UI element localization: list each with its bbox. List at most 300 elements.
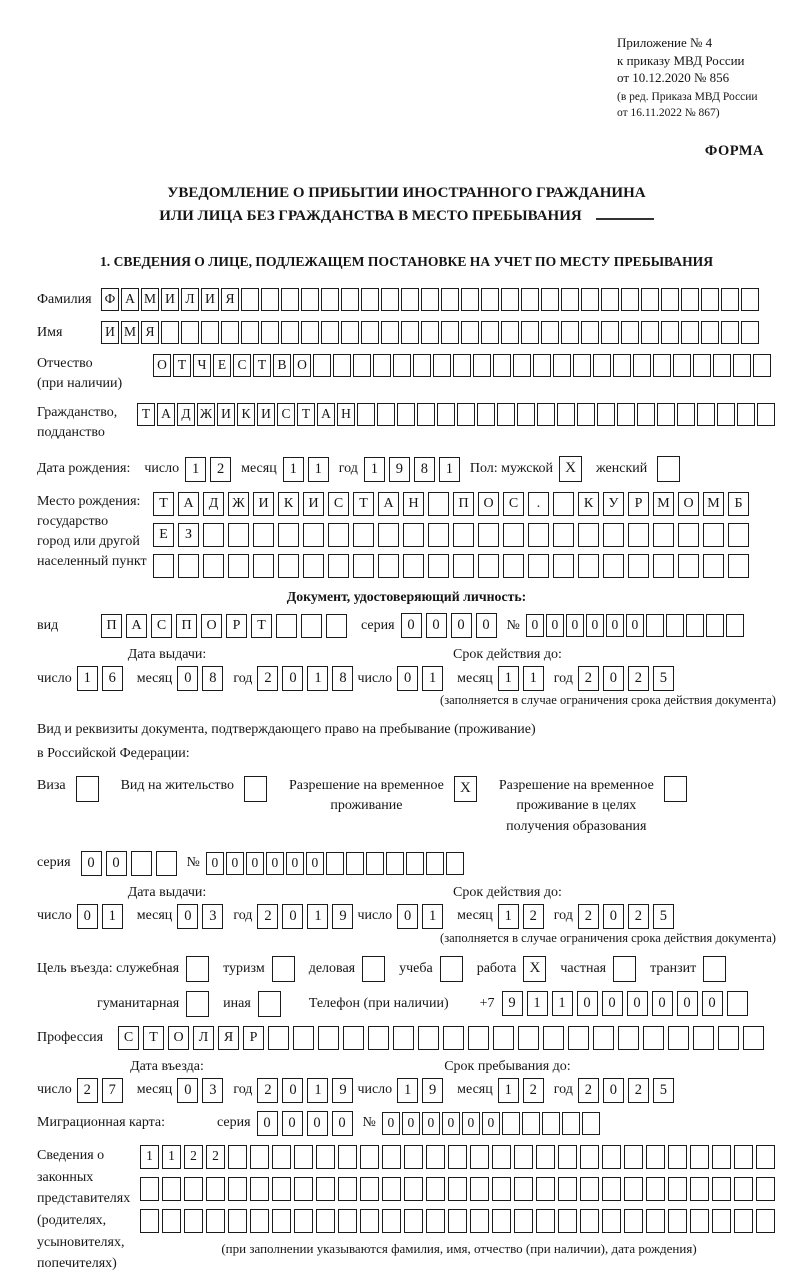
char-cell[interactable] (582, 1112, 600, 1135)
char-cell[interactable]: 2 (523, 1078, 544, 1103)
char-cell[interactable] (613, 354, 631, 377)
char-cell[interactable]: И (161, 288, 179, 311)
char-cell[interactable]: 0 (606, 614, 624, 637)
char-cell[interactable]: А (378, 492, 399, 516)
char-cell[interactable] (153, 554, 174, 578)
char-cell[interactable] (206, 1177, 225, 1201)
char-cell[interactable]: 9 (422, 1078, 443, 1103)
char-cell[interactable]: 8 (414, 457, 435, 482)
char-cell[interactable]: 0 (626, 614, 644, 637)
char-cell[interactable] (553, 354, 571, 377)
char-cell[interactable] (360, 1177, 379, 1201)
char-cell[interactable]: Т (173, 354, 191, 377)
char-cell[interactable] (753, 354, 771, 377)
char-cell[interactable] (203, 554, 224, 578)
char-cell[interactable] (637, 403, 655, 426)
char-cell[interactable] (294, 1209, 313, 1233)
char-cell[interactable] (201, 321, 219, 344)
char-cell[interactable]: 0 (286, 852, 304, 875)
char-cell[interactable]: 0 (402, 1112, 420, 1135)
char-cell[interactable] (678, 523, 699, 547)
char-cell[interactable] (418, 1026, 439, 1050)
checkbox-cell[interactable] (703, 956, 726, 982)
char-cell[interactable] (503, 554, 524, 578)
char-cell[interactable]: 7 (102, 1078, 123, 1103)
char-cell[interactable]: 2 (628, 904, 649, 929)
char-cell[interactable] (360, 1209, 379, 1233)
char-cell[interactable] (250, 1177, 269, 1201)
char-cell[interactable] (657, 403, 675, 426)
char-cell[interactable]: 1 (307, 1078, 328, 1103)
char-cell[interactable] (621, 288, 639, 311)
char-cell[interactable] (478, 554, 499, 578)
char-cell[interactable] (492, 1209, 511, 1233)
char-cell[interactable] (697, 403, 715, 426)
char-cell[interactable] (581, 321, 599, 344)
char-cell[interactable] (457, 403, 475, 426)
char-cell[interactable] (497, 403, 515, 426)
char-cell[interactable] (303, 523, 324, 547)
char-cell[interactable] (528, 554, 549, 578)
char-cell[interactable] (703, 523, 724, 547)
char-cell[interactable]: 0 (526, 614, 544, 637)
char-cell[interactable] (597, 403, 615, 426)
char-cell[interactable] (313, 354, 331, 377)
char-cell[interactable] (617, 403, 635, 426)
char-cell[interactable]: С (328, 492, 349, 516)
char-cell[interactable]: О (168, 1026, 189, 1050)
char-cell[interactable] (321, 288, 339, 311)
char-cell[interactable] (678, 554, 699, 578)
char-cell[interactable] (338, 1145, 357, 1169)
char-cell[interactable]: 0 (246, 852, 264, 875)
char-cell[interactable] (734, 1145, 753, 1169)
checkbox-cell[interactable] (362, 956, 385, 982)
char-cell[interactable]: 2 (628, 1078, 649, 1103)
char-cell[interactable] (481, 321, 499, 344)
char-cell[interactable] (743, 1026, 764, 1050)
char-cell[interactable] (536, 1209, 555, 1233)
char-cell[interactable]: 0 (307, 1111, 328, 1136)
char-cell[interactable] (542, 1112, 560, 1135)
char-cell[interactable] (726, 614, 744, 637)
char-cell[interactable]: С (277, 403, 295, 426)
char-cell[interactable] (272, 1145, 291, 1169)
char-cell[interactable]: О (478, 492, 499, 516)
char-cell[interactable] (333, 354, 351, 377)
char-cell[interactable] (378, 523, 399, 547)
char-cell[interactable]: 1 (439, 457, 460, 482)
char-cell[interactable]: 1 (307, 904, 328, 929)
char-cell[interactable] (641, 321, 659, 344)
char-cell[interactable] (577, 403, 595, 426)
char-cell[interactable] (228, 1209, 247, 1233)
char-cell[interactable] (361, 321, 379, 344)
char-cell[interactable] (561, 288, 579, 311)
char-cell[interactable]: Т (137, 403, 155, 426)
char-cell[interactable]: М (121, 321, 139, 344)
char-cell[interactable] (404, 1145, 423, 1169)
char-cell[interactable] (580, 1145, 599, 1169)
char-cell[interactable]: Ф (101, 288, 119, 311)
char-cell[interactable] (281, 321, 299, 344)
char-cell[interactable] (643, 1026, 664, 1050)
checkbox-cell[interactable] (657, 456, 680, 482)
char-cell[interactable] (734, 1177, 753, 1201)
char-cell[interactable] (140, 1209, 159, 1233)
char-cell[interactable] (646, 1209, 665, 1233)
char-cell[interactable] (378, 554, 399, 578)
char-cell[interactable] (272, 1177, 291, 1201)
char-cell[interactable] (603, 554, 624, 578)
char-cell[interactable] (353, 354, 371, 377)
char-cell[interactable] (661, 288, 679, 311)
char-cell[interactable] (646, 614, 664, 637)
char-cell[interactable]: А (157, 403, 175, 426)
char-cell[interactable]: 2 (210, 457, 231, 482)
char-cell[interactable] (437, 403, 455, 426)
char-cell[interactable]: Л (181, 288, 199, 311)
char-cell[interactable]: 0 (603, 1078, 624, 1103)
char-cell[interactable]: Н (337, 403, 355, 426)
char-cell[interactable]: Т (143, 1026, 164, 1050)
char-cell[interactable]: И (201, 288, 219, 311)
char-cell[interactable] (756, 1145, 775, 1169)
char-cell[interactable] (733, 354, 751, 377)
checkbox-cell[interactable] (186, 991, 209, 1017)
char-cell[interactable]: 0 (397, 666, 418, 691)
char-cell[interactable] (318, 1026, 339, 1050)
char-cell[interactable] (448, 1145, 467, 1169)
char-cell[interactable]: И (257, 403, 275, 426)
char-cell[interactable] (492, 1145, 511, 1169)
char-cell[interactable]: Е (153, 523, 174, 547)
char-cell[interactable]: Т (251, 614, 272, 638)
char-cell[interactable]: Я (218, 1026, 239, 1050)
char-cell[interactable] (573, 354, 591, 377)
char-cell[interactable]: 0 (586, 614, 604, 637)
char-cell[interactable] (278, 554, 299, 578)
char-cell[interactable] (303, 554, 324, 578)
char-cell[interactable]: П (453, 492, 474, 516)
char-cell[interactable]: 0 (451, 613, 472, 638)
checkbox-cell[interactable] (76, 776, 99, 802)
char-cell[interactable] (501, 321, 519, 344)
char-cell[interactable] (228, 523, 249, 547)
char-cell[interactable] (701, 321, 719, 344)
char-cell[interactable] (681, 321, 699, 344)
char-cell[interactable]: 3 (202, 1078, 223, 1103)
checkbox-cell[interactable] (258, 991, 281, 1017)
char-cell[interactable] (553, 523, 574, 547)
char-cell[interactable] (580, 1177, 599, 1201)
char-cell[interactable]: 0 (306, 852, 324, 875)
char-cell[interactable] (181, 321, 199, 344)
char-cell[interactable]: И (101, 321, 119, 344)
char-cell[interactable] (502, 1112, 520, 1135)
char-cell[interactable] (316, 1177, 335, 1201)
char-cell[interactable] (641, 288, 659, 311)
char-cell[interactable]: 0 (177, 666, 198, 691)
char-cell[interactable] (661, 321, 679, 344)
char-cell[interactable] (338, 1177, 357, 1201)
char-cell[interactable] (517, 403, 535, 426)
char-cell[interactable] (717, 403, 735, 426)
char-cell[interactable]: К (237, 403, 255, 426)
char-cell[interactable]: И (253, 492, 274, 516)
char-cell[interactable] (461, 288, 479, 311)
char-cell[interactable]: 2 (578, 904, 599, 929)
char-cell[interactable]: 0 (603, 666, 624, 691)
char-cell[interactable]: 0 (652, 991, 673, 1016)
char-cell[interactable]: 0 (206, 852, 224, 875)
char-cell[interactable]: 1 (162, 1145, 181, 1169)
char-cell[interactable]: 0 (602, 991, 623, 1016)
char-cell[interactable]: 0 (422, 1112, 440, 1135)
char-cell[interactable] (558, 1209, 577, 1233)
char-cell[interactable]: Ж (228, 492, 249, 516)
char-cell[interactable] (401, 288, 419, 311)
char-cell[interactable] (481, 288, 499, 311)
char-cell[interactable]: 1 (185, 457, 206, 482)
char-cell[interactable] (493, 354, 511, 377)
char-cell[interactable] (461, 321, 479, 344)
char-cell[interactable] (366, 852, 384, 875)
char-cell[interactable]: 0 (282, 666, 303, 691)
char-cell[interactable] (361, 288, 379, 311)
char-cell[interactable] (601, 321, 619, 344)
char-cell[interactable] (184, 1177, 203, 1201)
char-cell[interactable]: А (121, 288, 139, 311)
char-cell[interactable] (728, 554, 749, 578)
char-cell[interactable] (253, 523, 274, 547)
char-cell[interactable]: 0 (257, 1111, 278, 1136)
char-cell[interactable] (417, 403, 435, 426)
char-cell[interactable] (543, 1026, 564, 1050)
char-cell[interactable] (477, 403, 495, 426)
char-cell[interactable] (533, 354, 551, 377)
char-cell[interactable] (568, 1026, 589, 1050)
char-cell[interactable] (428, 492, 449, 516)
char-cell[interactable] (718, 1026, 739, 1050)
char-cell[interactable] (756, 1177, 775, 1201)
char-cell[interactable]: 1 (498, 904, 519, 929)
char-cell[interactable] (316, 1145, 335, 1169)
char-cell[interactable]: 5 (653, 666, 674, 691)
char-cell[interactable]: Е (213, 354, 231, 377)
char-cell[interactable] (562, 1112, 580, 1135)
char-cell[interactable] (338, 1209, 357, 1233)
char-cell[interactable] (353, 554, 374, 578)
char-cell[interactable] (706, 614, 724, 637)
char-cell[interactable] (382, 1177, 401, 1201)
char-cell[interactable] (470, 1209, 489, 1233)
char-cell[interactable] (326, 852, 344, 875)
char-cell[interactable]: Д (177, 403, 195, 426)
char-cell[interactable] (518, 1026, 539, 1050)
char-cell[interactable]: 1 (397, 1078, 418, 1103)
char-cell[interactable]: 1 (140, 1145, 159, 1169)
char-cell[interactable]: Т (297, 403, 315, 426)
char-cell[interactable]: 1 (77, 666, 98, 691)
char-cell[interactable] (162, 1177, 181, 1201)
char-cell[interactable]: И (303, 492, 324, 516)
char-cell[interactable] (184, 1209, 203, 1233)
char-cell[interactable] (553, 554, 574, 578)
char-cell[interactable] (633, 354, 651, 377)
char-cell[interactable]: Ч (193, 354, 211, 377)
char-cell[interactable] (690, 1145, 709, 1169)
char-cell[interactable] (441, 288, 459, 311)
char-cell[interactable] (206, 1209, 225, 1233)
char-cell[interactable] (426, 1177, 445, 1201)
char-cell[interactable]: 2 (206, 1145, 225, 1169)
char-cell[interactable]: 0 (282, 904, 303, 929)
char-cell[interactable]: 0 (476, 613, 497, 638)
char-cell[interactable] (241, 321, 259, 344)
char-cell[interactable]: 0 (226, 852, 244, 875)
checkbox-cell[interactable]: X (454, 776, 477, 802)
char-cell[interactable] (346, 852, 364, 875)
checkbox-cell[interactable] (664, 776, 687, 802)
char-cell[interactable]: 0 (282, 1111, 303, 1136)
char-cell[interactable]: Р (243, 1026, 264, 1050)
char-cell[interactable]: 0 (603, 904, 624, 929)
checkbox-cell[interactable] (272, 956, 295, 982)
char-cell[interactable] (628, 554, 649, 578)
char-cell[interactable] (681, 288, 699, 311)
char-cell[interactable] (228, 1145, 247, 1169)
char-cell[interactable] (293, 1026, 314, 1050)
char-cell[interactable] (528, 523, 549, 547)
char-cell[interactable] (373, 354, 391, 377)
char-cell[interactable] (403, 554, 424, 578)
char-cell[interactable] (514, 1209, 533, 1233)
char-cell[interactable] (203, 523, 224, 547)
char-cell[interactable] (156, 851, 177, 876)
char-cell[interactable] (341, 321, 359, 344)
char-cell[interactable]: 0 (462, 1112, 480, 1135)
char-cell[interactable] (403, 523, 424, 547)
char-cell[interactable]: 0 (566, 614, 584, 637)
char-cell[interactable]: 0 (177, 904, 198, 929)
char-cell[interactable] (441, 321, 459, 344)
char-cell[interactable]: 0 (401, 613, 422, 638)
char-cell[interactable]: 0 (77, 904, 98, 929)
char-cell[interactable]: 0 (426, 613, 447, 638)
char-cell[interactable] (521, 321, 539, 344)
char-cell[interactable] (178, 554, 199, 578)
char-cell[interactable]: К (578, 492, 599, 516)
char-cell[interactable] (536, 1145, 555, 1169)
char-cell[interactable]: Я (141, 321, 159, 344)
char-cell[interactable]: Т (353, 492, 374, 516)
char-cell[interactable] (693, 354, 711, 377)
char-cell[interactable] (272, 1209, 291, 1233)
char-cell[interactable] (757, 403, 775, 426)
char-cell[interactable] (281, 288, 299, 311)
char-cell[interactable]: Н (403, 492, 424, 516)
checkbox-cell[interactable] (186, 956, 209, 982)
char-cell[interactable] (756, 1209, 775, 1233)
char-cell[interactable] (404, 1177, 423, 1201)
char-cell[interactable]: 0 (677, 991, 698, 1016)
char-cell[interactable]: 8 (202, 666, 223, 691)
char-cell[interactable]: 9 (332, 1078, 353, 1103)
char-cell[interactable] (446, 852, 464, 875)
char-cell[interactable]: С (118, 1026, 139, 1050)
char-cell[interactable] (728, 523, 749, 547)
char-cell[interactable] (668, 1026, 689, 1050)
char-cell[interactable] (268, 1026, 289, 1050)
char-cell[interactable] (712, 1209, 731, 1233)
char-cell[interactable]: 0 (546, 614, 564, 637)
char-cell[interactable]: 0 (266, 852, 284, 875)
char-cell[interactable] (393, 1026, 414, 1050)
char-cell[interactable] (536, 1177, 555, 1201)
char-cell[interactable] (558, 1177, 577, 1201)
char-cell[interactable] (426, 1145, 445, 1169)
char-cell[interactable]: 0 (482, 1112, 500, 1135)
char-cell[interactable]: 0 (397, 904, 418, 929)
char-cell[interactable] (321, 321, 339, 344)
char-cell[interactable]: 0 (332, 1111, 353, 1136)
char-cell[interactable] (250, 1145, 269, 1169)
char-cell[interactable]: А (126, 614, 147, 638)
char-cell[interactable] (393, 354, 411, 377)
char-cell[interactable]: 5 (653, 1078, 674, 1103)
char-cell[interactable]: И (217, 403, 235, 426)
char-cell[interactable]: 0 (282, 1078, 303, 1103)
char-cell[interactable] (492, 1177, 511, 1201)
char-cell[interactable] (593, 1026, 614, 1050)
char-cell[interactable] (401, 321, 419, 344)
char-cell[interactable]: 2 (184, 1145, 203, 1169)
char-cell[interactable] (397, 403, 415, 426)
char-cell[interactable] (404, 1209, 423, 1233)
char-cell[interactable] (653, 554, 674, 578)
char-cell[interactable] (453, 554, 474, 578)
char-cell[interactable] (737, 403, 755, 426)
char-cell[interactable] (448, 1177, 467, 1201)
char-cell[interactable] (131, 851, 152, 876)
checkbox-cell[interactable] (244, 776, 267, 802)
char-cell[interactable] (478, 523, 499, 547)
char-cell[interactable]: 1 (498, 666, 519, 691)
char-cell[interactable] (382, 1145, 401, 1169)
char-cell[interactable] (250, 1209, 269, 1233)
char-cell[interactable] (537, 403, 555, 426)
char-cell[interactable] (721, 288, 739, 311)
char-cell[interactable] (693, 1026, 714, 1050)
char-cell[interactable] (406, 852, 424, 875)
char-cell[interactable] (228, 554, 249, 578)
char-cell[interactable] (453, 523, 474, 547)
char-cell[interactable] (228, 1177, 247, 1201)
char-cell[interactable]: Ж (197, 403, 215, 426)
char-cell[interactable]: 0 (627, 991, 648, 1016)
char-cell[interactable]: 1 (422, 904, 443, 929)
char-cell[interactable] (360, 1145, 379, 1169)
char-cell[interactable]: 9 (332, 904, 353, 929)
char-cell[interactable] (721, 321, 739, 344)
char-cell[interactable] (278, 523, 299, 547)
char-cell[interactable] (301, 288, 319, 311)
char-cell[interactable] (653, 354, 671, 377)
char-cell[interactable]: С (233, 354, 251, 377)
char-cell[interactable] (686, 614, 704, 637)
char-cell[interactable] (624, 1145, 643, 1169)
